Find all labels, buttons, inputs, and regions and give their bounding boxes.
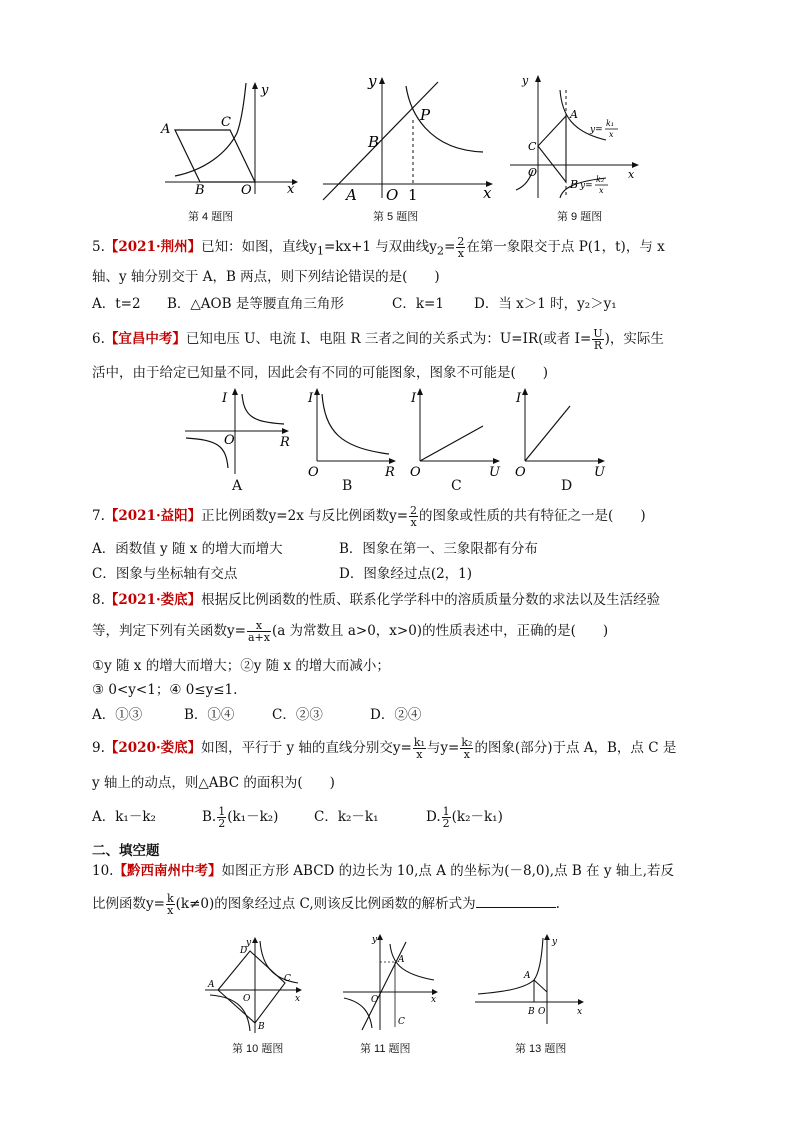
- q5-option-c[interactable]: C．k=1: [392, 296, 444, 312]
- fig9-label-O: O: [528, 166, 538, 179]
- fig5-label-P: P: [420, 106, 431, 124]
- q6c-U: U: [489, 465, 500, 480]
- fig10-C: C: [284, 974, 291, 984]
- q9-option-d[interactable]: D. $\frac{1}{2}$ (k₂－k₁): [426, 805, 503, 830]
- q9-option-a[interactable]: A．k₁－k₂: [92, 809, 156, 825]
- q8-source: 【2021·娄底】: [104, 592, 202, 608]
- q9-fraction-1: $\frac{\text{k₁}}{x}$: [413, 736, 425, 761]
- fig4-label-O: O: [241, 183, 252, 198]
- q5-line2: 轴、y 轴分别交于 A，B 两点，则下列结论错误的是( ): [92, 269, 440, 285]
- q6d-I: I: [516, 391, 522, 406]
- q6b-R: R: [385, 465, 395, 480]
- question-10: 10.【黔西南州中考】如图正方形 ABCD 的边长为 10,点 A 的坐标为(－8,0),点 B 在 y 轴上,若反: [92, 863, 675, 879]
- fig11-caption: 第 11 题图: [360, 1043, 411, 1055]
- q5-source: 【2021·荆州】: [104, 239, 202, 255]
- q7-option-b[interactable]: B．图象在第一、三象限都有分布: [339, 541, 538, 557]
- q5-option-b[interactable]: B．△AOB 是等腰直角三角形: [167, 296, 344, 312]
- fig13-x: x: [577, 1007, 583, 1017]
- fig9-label-x1: x: [609, 130, 614, 139]
- question-6: 6.【宜昌中考】已知电压 U、电流 I、电阻 R 三者之间的关系式为：U=IR(或者 I= $\frac{U}{R}$ )，实际生: [92, 327, 664, 352]
- q5-option-d[interactable]: D．当 x＞1 时，y₂＞y₁: [474, 296, 617, 312]
- fig9-label-x: x: [628, 168, 635, 181]
- fig10-B: B: [258, 1022, 265, 1032]
- q6d-O: O: [515, 465, 526, 480]
- q6-label-a: A: [232, 478, 243, 494]
- fig4-label-C: C: [221, 115, 231, 130]
- fig9-label-yeq1: y=: [590, 125, 603, 135]
- q6b-I: I: [308, 391, 314, 406]
- q8-line3: ①y 随 x 的增大而增大；②y 随 x 的增大而减小；: [92, 658, 390, 674]
- q8-line2: 等，判定下列有关函数y= $\frac{x}{a+x}$ (a 为常数且 a>0，x>0)的性质表述中，正确的是( ): [92, 619, 609, 644]
- fig11-x: x: [431, 995, 437, 1005]
- q9-option-b[interactable]: B. $\frac{1}{2}$ (k₁－k₂): [202, 805, 279, 830]
- q10-line2: 比例函数y= $\frac{k}{x}$ (k≠0)的图象经过点 C,则该反比例函数的解析式为 .: [92, 892, 560, 917]
- fig10-A: A: [208, 980, 215, 990]
- q10-fraction: $\frac{k}{x}$: [166, 892, 174, 917]
- q6c-O: O: [410, 465, 421, 480]
- q6b-O: O: [308, 465, 319, 480]
- q6a-O: O: [224, 433, 235, 448]
- q6a-I: I: [222, 391, 228, 406]
- fig5-label-O: O: [386, 186, 399, 202]
- q10-answer-blank[interactable]: [476, 893, 556, 908]
- fig13-B: B: [528, 1007, 535, 1017]
- fig9-label-A: A: [570, 108, 578, 121]
- q6-line2: 活中，由于给定已知量不同，因此会有不同的可能图象，图象不可能是( ): [92, 365, 549, 381]
- fig4-label-x: x: [287, 182, 295, 197]
- q8-option-a[interactable]: A．①③: [92, 707, 143, 723]
- q8-options: [92, 704, 712, 726]
- q8-line4: ③ 0<y<1；④ 0≤y≤1.: [92, 682, 238, 698]
- q6-label-b: B: [342, 478, 353, 494]
- fig13-A: A: [524, 971, 531, 981]
- q6c-I: I: [411, 391, 417, 406]
- q9-options: [92, 806, 712, 829]
- fig10-x: x: [295, 994, 301, 1004]
- fig10-D: D: [240, 946, 248, 956]
- q7-option-a[interactable]: A．函数值 y 随 x 的增大而增大: [92, 541, 283, 557]
- q6-graph-c[interactable]: [405, 386, 505, 481]
- fig11-A: A: [398, 955, 405, 965]
- fig13-O: O: [538, 1007, 546, 1017]
- q6d-U: U: [594, 465, 605, 480]
- figure-9: [508, 70, 648, 205]
- figure-13: [472, 932, 587, 1027]
- fig9-label-x2: x: [599, 186, 604, 195]
- fig11-y: y: [372, 935, 378, 945]
- question-8: 8.【2021·娄底】根据反比例函数的性质、联系化学学科中的溶质质量分数的求法以及生活经验: [92, 592, 661, 608]
- section-fill-in-title: 二、填空题: [92, 843, 160, 859]
- figure-4: [155, 78, 305, 198]
- q6a-R: R: [280, 435, 290, 450]
- fig9-label-yeq2: y=: [580, 181, 593, 191]
- question-5: 5.【2021·荆州】已知：如图，直线$y_1=kx+1$ 与双曲线$y_2=$ $\frac{2}{x}$ 在第一象限交于点 P(1，t)，与 x: [92, 235, 665, 260]
- q9-option-c[interactable]: C．k₂－k₁: [314, 809, 379, 825]
- fig4-label-B: B: [195, 183, 205, 198]
- fig5-label-B: B: [368, 133, 380, 151]
- q7-source: 【2021·益阳】: [104, 508, 202, 524]
- q6-graph-d[interactable]: [510, 386, 610, 481]
- q5-fraction: $\frac{2}{x}$: [457, 235, 465, 260]
- q7-options-row1: [92, 538, 712, 560]
- q9-fraction-2: $\frac{\text{k₂}}{x}$: [461, 736, 473, 761]
- q7-option-c[interactable]: C．图象与坐标轴有交点: [92, 566, 238, 582]
- q7-options-row2: [92, 563, 712, 585]
- fig9-label-C: C: [528, 140, 537, 153]
- fig5-label-x: x: [483, 184, 492, 202]
- fig10-caption: 第 10 题图: [232, 1043, 284, 1055]
- question-7: 7.【2021·益阳】正比例函数y=2x 与反比例函数y= $\frac{2}{x}$ 的图象或性质的共有特征之一是( ): [92, 504, 646, 529]
- q6-source: 【宜昌中考】: [104, 331, 186, 347]
- q6-graph-b[interactable]: [305, 386, 400, 481]
- fig9-label-k2: k₂: [596, 175, 605, 184]
- fig10-O: O: [243, 994, 251, 1004]
- q7-option-d[interactable]: D．图象经过点(2，1): [339, 566, 473, 582]
- q5-options: [92, 293, 712, 315]
- q9-line2: y 轴上的动点，则△ABC 的面积为( ): [92, 775, 335, 791]
- fig10-y: y: [246, 938, 252, 948]
- q7-fraction: $\frac{2}{x}$: [410, 504, 418, 529]
- q6-label-d: D: [561, 478, 573, 494]
- fig5-label-y: y: [368, 72, 377, 90]
- q6-fraction: $\frac{U}{R}$: [593, 327, 603, 352]
- figure-11: [340, 932, 440, 1032]
- figure-10: [200, 935, 305, 1035]
- fig4-caption: 第 4 题图: [188, 211, 234, 223]
- q6-graph-a[interactable]: [180, 386, 295, 481]
- fig9-label-k1: k₁: [606, 119, 615, 128]
- fig5-label-1: 1: [408, 186, 418, 202]
- fig4-label-A: A: [161, 122, 171, 137]
- q9-source: 【2020·娄底】: [104, 740, 202, 756]
- q10-source: 【黔西南州中考】: [113, 863, 222, 879]
- q5-option-a[interactable]: A．t=2: [92, 296, 141, 312]
- figure-5: [318, 72, 498, 202]
- fig5-label-A: A: [346, 186, 357, 202]
- fig13-caption: 第 13 题图: [515, 1043, 567, 1055]
- q6-label-c: C: [451, 478, 462, 494]
- q8-option-c[interactable]: C．②③: [272, 707, 323, 723]
- fig4-label-y: y: [261, 83, 269, 98]
- fig13-y: y: [552, 937, 558, 947]
- fig9-label-B: B: [570, 178, 579, 191]
- question-9: 9.【2020·娄底】如图，平行于 y 轴的直线分别交y= $\frac{\text{k₁}}{x}$ 与y= $\frac{\text{k₂}}{x}$ 的图象(部分)于点 A，B，点 C 是: [92, 736, 677, 761]
- q8-option-d[interactable]: D．②④: [370, 707, 422, 723]
- fig9-label-y: y: [522, 74, 529, 87]
- fig5-caption: 第 5 题图: [373, 211, 419, 223]
- fig11-O: O: [371, 995, 379, 1005]
- q8-fraction: $\frac{x}{a+x}$: [247, 619, 270, 644]
- q8-option-b[interactable]: B．①④: [184, 707, 235, 723]
- fig9-caption: 第 9 题图: [557, 211, 603, 223]
- fig11-C: C: [398, 1017, 405, 1027]
